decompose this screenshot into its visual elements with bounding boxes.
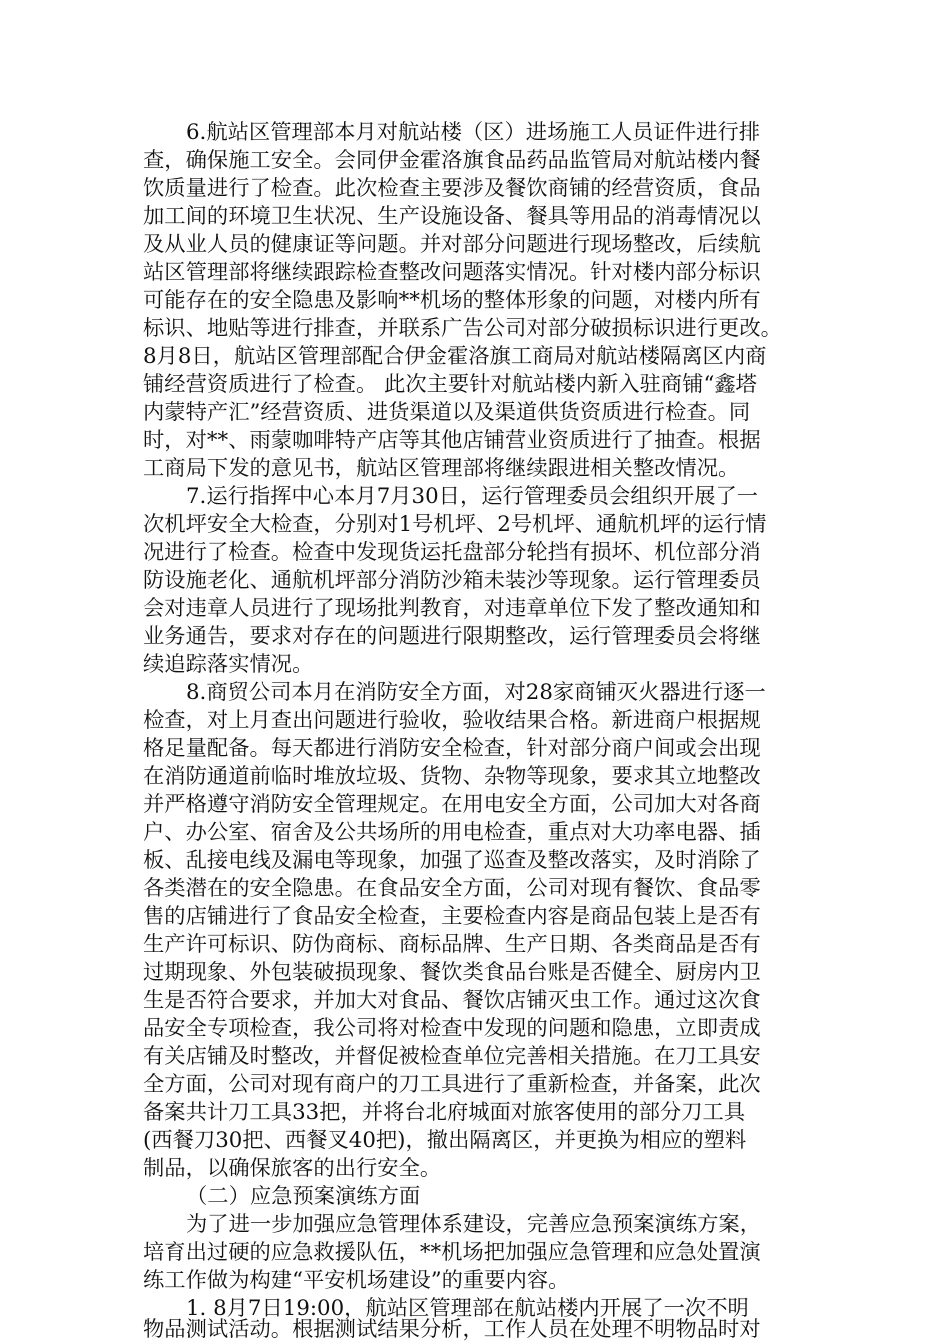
text-line: 检查，对上月查出问题进行验收，验收结果合格。新进商户根据规 [143, 708, 761, 733]
text-line: 物品测试活动。根据测试结果分析，工作人员在处理不明物品时对 [143, 1317, 761, 1342]
text-line: 在消防通道前临时堆放垃圾、货物、杂物等现象，要求其立地整改 [143, 764, 761, 789]
text-line: 过期现象、外包装破损现象、餐饮类食品台账是否健全、厨房内卫 [143, 960, 761, 985]
text-line: 练工作做为构建“平安机场建设”的重要内容。 [143, 1268, 570, 1293]
text-line: 况进行了检查。检查中发现货运托盘部分轮挡有损坏、机位部分消 [143, 540, 761, 565]
text-line: 饮质量进行了检查。此次检查主要涉及餐饮商铺的经营资质，食品 [143, 176, 761, 201]
text-line: 加工间的环境卫生状况、生产设施设备、餐具等用品的消毒情况以 [143, 204, 761, 229]
text-line: 防设施老化、通航机坪部分消防沙箱未装沙等现象。运行管理委员 [143, 568, 761, 593]
text-line: 培育出过硬的应急救援队伍，**机场把加强应急管理和应急处置演 [143, 1240, 761, 1265]
text-line: 备案共计刀工具33把，并将台北府城面对旅客使用的部分刀工具 [143, 1100, 746, 1125]
text-line: 制品，以确保旅客的出行安全。 [143, 1156, 442, 1181]
text-line: 生产许可标识、防伪商标、商标品牌、生产日期、各类商品是否有 [143, 932, 761, 957]
text-line: 查，确保施工安全。会同伊金霍洛旗食品药品监管局对航站楼内餐 [143, 148, 761, 173]
text-line: 6.航站区管理部本月对航站楼（区）进场施工人员证件进行排 [186, 120, 761, 145]
text-line: 售的店铺进行了食品安全检查，主要检查内容是商品包装上是否有 [143, 904, 761, 929]
text-line: 内蒙特产汇”经营资质、进货渠道以及渠道供货资质进行检查。同 [143, 400, 751, 425]
text-line: 品安全专项检查，我公司将对检查中发现的问题和隐患，立即责成 [143, 1016, 761, 1041]
text-line: 有关店铺及时整改，并督促被检查单位完善相关措施。在刀工具安 [143, 1044, 761, 1069]
text-line: 各类潜在的安全隐患。在食品安全方面，公司对现有餐饮、食品零 [143, 876, 761, 901]
text-line: 铺经营资质进行了检查。 此次主要针对航站楼内新入驻商铺“鑫塔 [143, 372, 757, 397]
text-line: 全方面，公司对现有商户的刀工具进行了重新检查，并备案，此次 [143, 1072, 761, 1097]
text-line: 8月8日，航站区管理部配合伊金霍洛旗工商局对航站楼隔离区内商 [143, 344, 767, 369]
text-line: 业务通告，要求对存在的问题进行限期整改，运行管理委员会将继 [143, 624, 761, 649]
text-line: 工商局下发的意见书，航站区管理部将继续跟进相关整改情况。 [143, 456, 740, 481]
text-line: 板、乱接电线及漏电等现象，加强了巡查及整改落实，及时消除了 [143, 848, 761, 873]
text-line: 及从业人员的健康证等问题。并对部分问题进行现场整改，后续航 [143, 232, 761, 257]
text-line: 站区管理部将继续跟踪检查整改问题落实情况。针对楼内部分标识 [143, 260, 761, 285]
text-line: 会对违章人员进行了现场批判教育，对违章单位下发了整改通知和 [143, 596, 761, 621]
text-line: 次机坪安全大检查，分别对1号机坪、2号机坪、通航机坪的运行情 [143, 512, 767, 537]
text-line: 时，对**、雨蒙咖啡特产店等其他店铺营业资质进行了抽查。根据 [143, 428, 761, 453]
section-heading: （二）应急预案演练方面 [186, 1184, 421, 1209]
text-line: (西餐刀30把、西餐叉40把)，撤出隔离区，并更换为相应的塑料 [143, 1128, 747, 1153]
text-line: 7.运行指挥中心本月7月30日，运行管理委员会组织开展了一 [186, 484, 759, 509]
text-line: 1. 8月7日19:00，航站区管理部在航站楼内开展了一次不明 [186, 1296, 749, 1321]
text-line: 格足量配备。每天都进行消防安全检查，针对部分商户间或会出现 [143, 736, 761, 761]
text-line: 可能存在的安全隐患及影响**机场的整体形象的问题，对楼内所有 [143, 288, 761, 313]
text-line: 8.商贸公司本月在消防安全方面，对28家商铺灭火器进行逐一 [186, 680, 766, 705]
text-line: 为了进一步加强应急管理体系建设，完善应急预案演练方案， [186, 1212, 762, 1237]
text-line: 续追踪落实情况。 [143, 652, 314, 677]
text-line: 标识、地贴等进行排查，并联系广告公司对部分破损标识进行更改。 [143, 316, 782, 341]
text-line: 户、办公室、宿舍及公共场所的用电检查，重点对大功率电器、插 [143, 820, 761, 845]
text-line: 并严格遵守消防安全管理规定。在用电安全方面，公司加大对各商 [143, 792, 761, 817]
text-line: 生是否符合要求，并加大对食品、餐饮店铺灭虫工作。通过这次食 [143, 988, 761, 1013]
